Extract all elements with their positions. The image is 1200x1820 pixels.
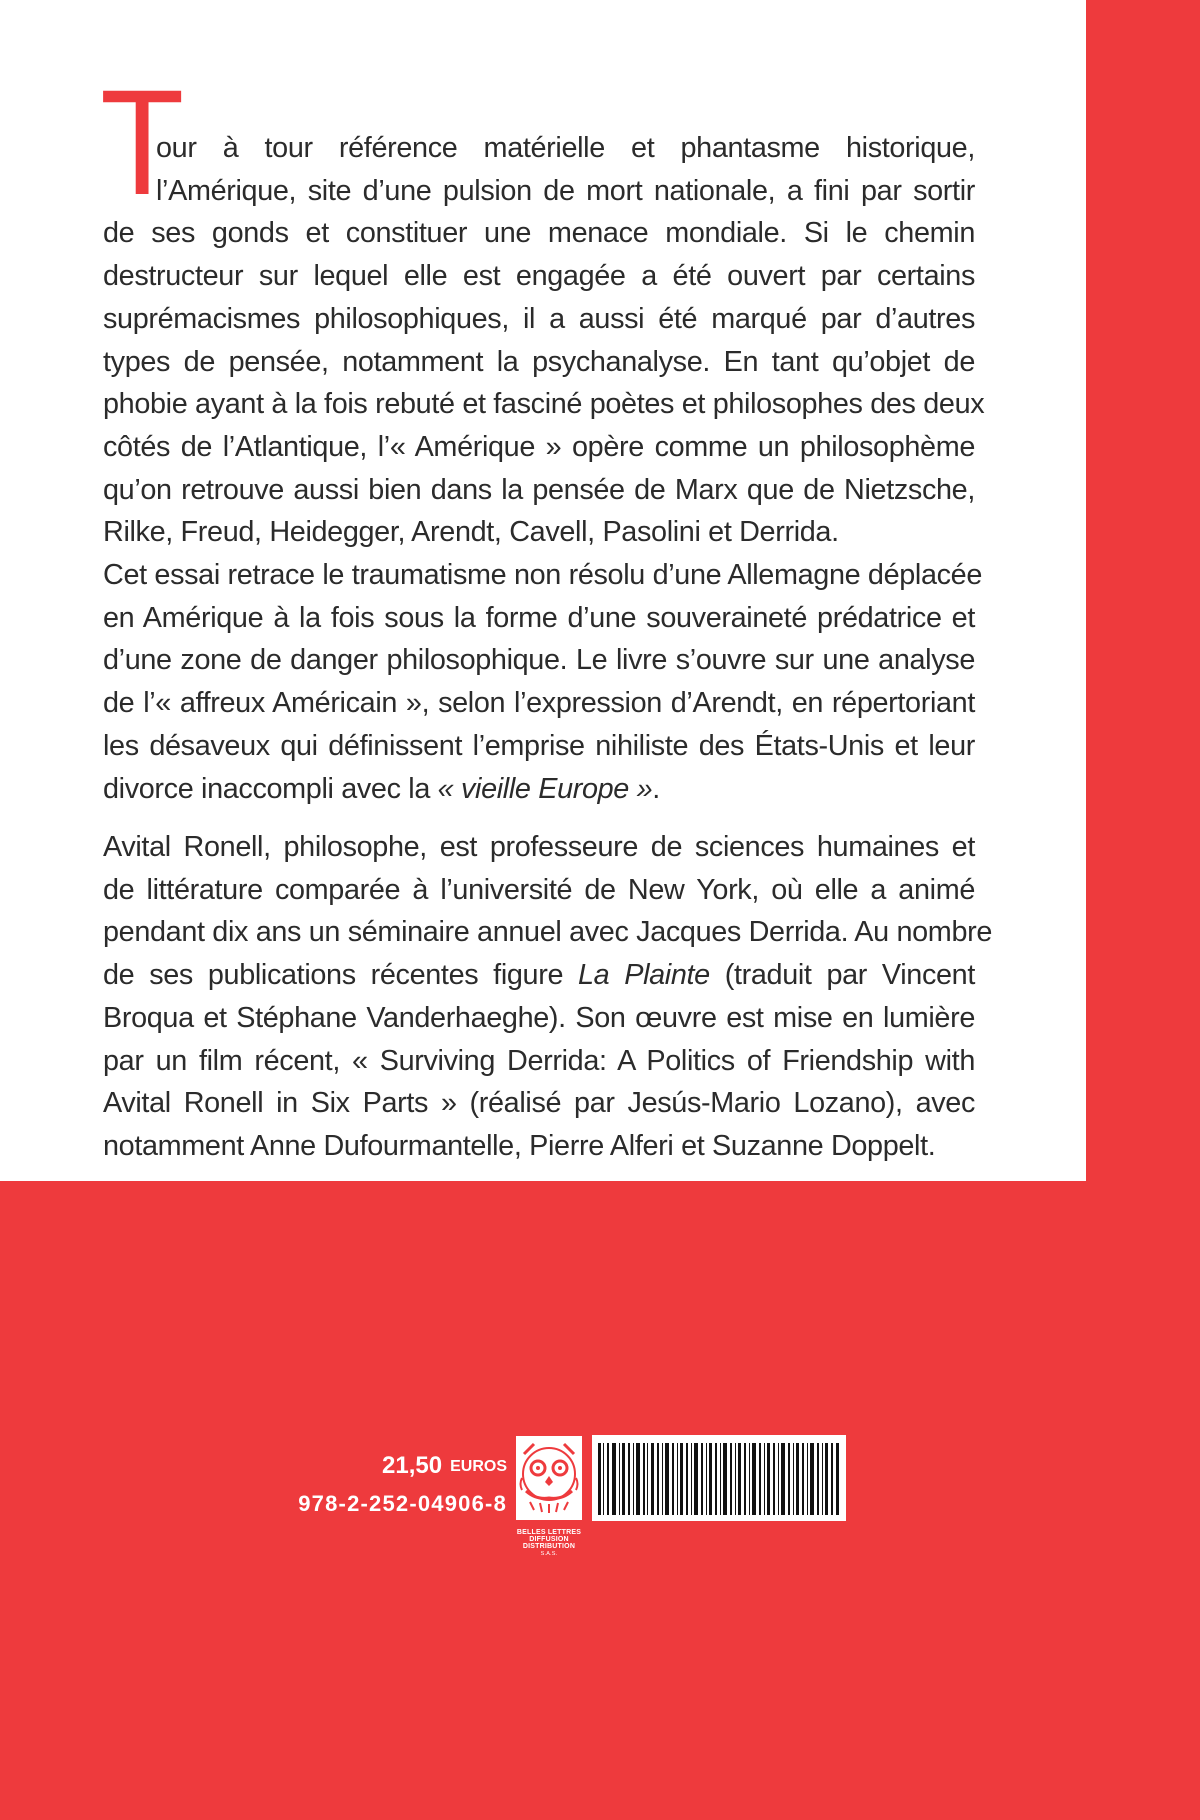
description-final-prefix: divorce inaccompli avec la bbox=[103, 772, 438, 805]
author-line-prefix: de ses publications récentes figure bbox=[103, 959, 579, 992]
vieille-europe-quote: « vieille Europe » bbox=[437, 772, 653, 805]
author-line-with-title bbox=[103, 954, 975, 997]
description-line: Cet essai retrace le traumatisme non résolu d’une Allemagne déplacée bbox=[103, 559, 983, 592]
barcode-icon bbox=[592, 1435, 846, 1521]
description-line: de l’« affreux Américain », selon l’expression d’Arendt, en répertoriant bbox=[103, 687, 975, 720]
la-plainte-title: La Plainte bbox=[578, 959, 710, 992]
description-line: côtés de l’Atlantique, l’« Amérique » opère comme un philosophème bbox=[103, 430, 975, 463]
description-line: suprémacismes philosophiques, il a aussi été marqué par d’autres bbox=[103, 302, 975, 335]
description-line: types de pensée, notamment la psychanalyse. En tant qu’objet de bbox=[103, 345, 975, 378]
author-line: Broqua et Stéphane Vanderhaeghe). Son œuvre est mise en lumière bbox=[103, 1001, 975, 1034]
description-line: destructeur sur lequel elle est engagée a été ouvert par certains bbox=[103, 260, 975, 293]
description-line: les désaveux qui définissent l’emprise nihiliste des États-Unis et leur bbox=[103, 729, 975, 762]
description-line: de ses gonds et constituer une menace mondiale. Si le chemin bbox=[103, 217, 975, 250]
publisher-name bbox=[510, 1529, 588, 1558]
description-line: Rilke, Freud, Heidegger, Arendt, Cavell, Pasolini et Derrida. bbox=[103, 516, 839, 549]
author-line: Avital Ronell in Six Parts » (réalisé par Jesús-Mario Lozano), avec bbox=[103, 1087, 975, 1120]
publisher-line-3: DISTRIBUTION bbox=[522, 1543, 576, 1551]
barcode-svg bbox=[592, 1435, 846, 1521]
author-paragraph bbox=[103, 826, 993, 1168]
description-line: qu’on retrouve aussi bien dans la pensée de Marx que de Nietzsche, bbox=[103, 473, 975, 506]
price-currency: EUROS bbox=[450, 1458, 507, 1475]
description-line: d’une zone de danger philosophique. Le livre s’ouvre sur une analyse bbox=[103, 644, 975, 677]
author-line: Avital Ronell, philosophe, est professeure de sciences humaines et bbox=[103, 831, 975, 863]
drop-cap: T bbox=[100, 58, 185, 226]
description-paragraph bbox=[103, 127, 985, 810]
author-line-suffix: (traduit par Vincent bbox=[709, 959, 975, 992]
author-line: par un film récent, « Surviving Derrida: A Politics of Friendship with bbox=[103, 1044, 975, 1077]
isbn: 978-2-252-04906-8 bbox=[298, 1491, 507, 1516]
description-line: phobie ayant à la fois rebuté et fasciné poètes et philosophes des deux bbox=[103, 388, 985, 421]
author-line: de littérature comparée à l’université de New York, où elle a animé bbox=[103, 873, 975, 906]
author-line: pendant dix ans un séminaire annuel avec Jacques Derrida. Au nombre bbox=[103, 916, 993, 949]
description-final-suffix: . bbox=[652, 772, 660, 805]
owl-logo-icon bbox=[516, 1436, 582, 1520]
owl-logo-svg bbox=[516, 1436, 582, 1520]
author-line: notamment Anne Dufourmantelle, Pierre Alferi et Suzanne Doppelt. bbox=[103, 1129, 936, 1162]
description-final-line bbox=[103, 768, 975, 811]
price-value: 21,50 bbox=[382, 1452, 443, 1479]
publisher-line-2: DIFFUSION bbox=[529, 1536, 569, 1544]
description-line: l’Amérique, site d’une pulsion de mort nationale, a fini par sortir bbox=[156, 174, 975, 207]
description-line: our à tour référence matérielle et phantasme historique, bbox=[156, 132, 975, 164]
description-line: en Amérique à la fois sous la forme d’une souveraineté prédatrice et bbox=[103, 601, 975, 634]
publisher-line-1: BELLES LETTRES bbox=[516, 1529, 582, 1536]
price bbox=[382, 1452, 507, 1481]
publisher-line-4: S.A.S. bbox=[540, 1550, 558, 1557]
